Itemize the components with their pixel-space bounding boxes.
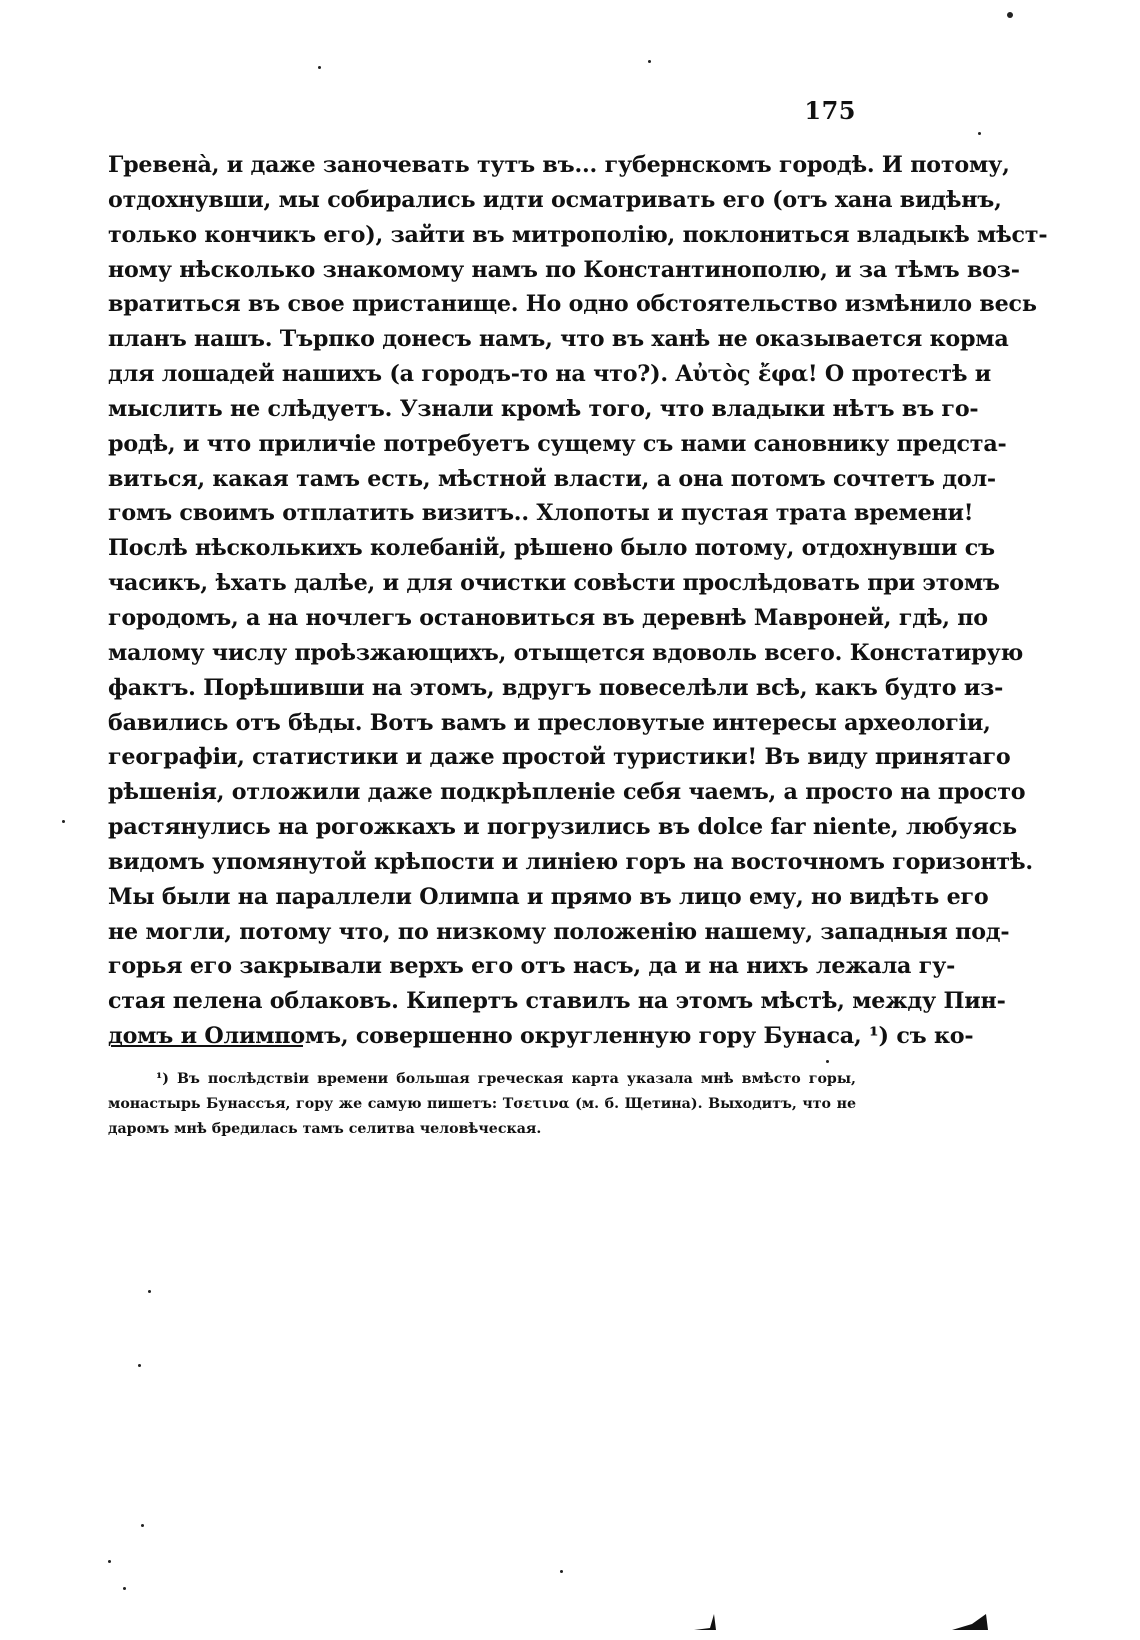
scan-speck	[318, 66, 321, 69]
body-line: отдохнувши, мы собирались идти осматривать его (отъ хана видѣнъ,	[108, 186, 1002, 213]
body-line: стая пелена облаковъ. Кипертъ ставилъ на этомъ мѣстѣ, между Пин-	[108, 988, 1006, 1015]
body-line: Послѣ нѣсколькихъ колебаній, рѣшено было потому, отдохнувши съ	[108, 535, 995, 562]
body-line: малому числу проѣзжающихъ, отыщется вдоволь всего. Констатирую	[108, 639, 1024, 666]
scan-speck	[560, 1570, 563, 1573]
body-line: рѣшенія, отложили даже подкрѣпленіе себя чаемъ, а просто на просто	[108, 779, 1026, 806]
footnote-line: даромъ мнѣ бредилась тамъ селитва человѣческая.	[108, 1120, 542, 1137]
body-line: видомъ упомянутой крѣпости и линіею горъ на восточномъ горизонтѣ.	[108, 848, 1033, 875]
page-number: 175	[804, 96, 856, 125]
footnote-line: ¹) Въ послѣдствіи времени большая греческая карта указала мнѣ вмѣсто горы,	[156, 1071, 856, 1087]
body-line: планъ нашъ. Търпко донесъ намъ, что въ ханѣ не оказывается корма	[108, 326, 1009, 353]
scan-speck	[826, 1060, 829, 1063]
body-line: ному нѣсколько знакомому намъ по Константинополю, и за тѣмъ воз-	[108, 256, 1020, 283]
body-line: городомъ, а на ночлегъ остановиться въ деревнѣ Мавроней, гдѣ, по	[108, 604, 988, 631]
scan-speck	[138, 1364, 141, 1367]
body-line: гомъ своимъ отплатить визитъ.. Хлопоты и пустая трата времени!	[108, 500, 974, 527]
footnote-divider	[111, 1045, 303, 1047]
body-line: Гревенà, и даже заночевать тутъ въ... губернскомъ городѣ. И потому,	[108, 152, 1010, 178]
body-line: географіи, статистики и даже простой туристики! Въ виду принятаго	[108, 744, 1011, 771]
body-line: горья его закрывали верхъ его отъ насъ, да и на нихъ лежала гу-	[108, 953, 956, 980]
body-line: виться, какая тамъ есть, мѣстной власти, а она потомъ сочтетъ дол-	[108, 465, 996, 492]
scan-speck	[123, 1587, 126, 1590]
body-line: бавились отъ бѣды. Вотъ вамъ и пресловутые интересы археологіи,	[108, 709, 991, 736]
scan-speck	[1007, 12, 1013, 18]
body-line: часикъ, ѣхать далѣе, и для очистки совѣсти прослѣдовать при этомъ	[108, 570, 1000, 597]
footnote-line: монастырь Бунассъя, гору же самую пишетъ: Τσετινα (м. б. Щетина). Выходитъ, что не	[108, 1095, 856, 1112]
binding-mark-icon	[950, 1610, 990, 1634]
scan-speck	[978, 132, 981, 135]
footnote	[108, 1067, 856, 1141]
scan-speck	[148, 1290, 151, 1293]
body-line: вратиться въ свое пристанище. Но одно обстоятельство измѣнило весь	[108, 291, 1037, 318]
body-line: растянулись на рогожкахъ и погрузились въ dolce far niente, любуясь	[108, 814, 1017, 841]
scan-speck	[141, 1524, 144, 1527]
body-line: Мы были на параллели Олимпа и прямо въ лицо ему, но видѣть его	[108, 883, 989, 910]
body-line: домъ и Олимпомъ, совершенно округленную гору Бунаса, ¹) съ ко-	[108, 1023, 974, 1050]
binding-mark-icon	[690, 1610, 720, 1634]
body-line: только кончикъ его), зайти въ митрополію, поклониться владыкѣ мѣст-	[108, 221, 1048, 248]
body-line: мыслить не слѣдуетъ. Узнали кромѣ того, что владыки нѣтъ въ го-	[108, 395, 979, 422]
body-text	[108, 148, 1048, 1054]
scan-speck	[648, 60, 651, 63]
body-line: для лошадей нашихъ (а городъ-то на что?). Αὐτὸς ἔφα! О протестѣ и	[108, 361, 992, 388]
scan-speck	[108, 1560, 111, 1563]
body-line: родѣ, и что приличіе потребуетъ сущему съ нами сановнику предста-	[108, 430, 1007, 457]
scan-speck	[62, 820, 65, 823]
body-line: не могли, потому что, по низкому положенію нашему, западныя под-	[108, 918, 1010, 945]
body-line: фактъ. Порѣшивши на этомъ, вдругъ повеселѣли всѣ, какъ будто из-	[108, 674, 1004, 701]
